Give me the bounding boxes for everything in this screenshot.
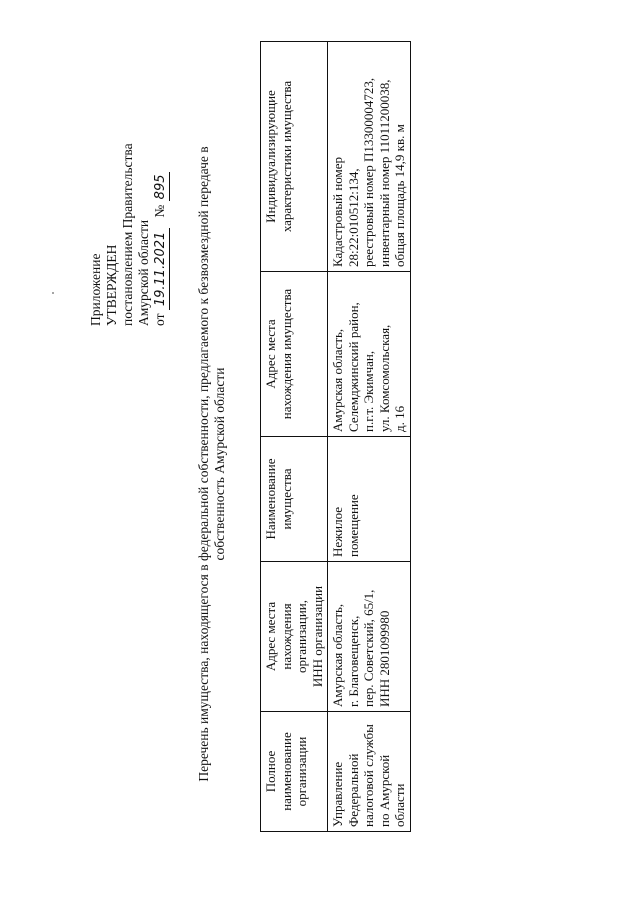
header-text: нахождения — [278, 603, 294, 670]
header-text: ИНН организации — [309, 585, 325, 688]
approval-line-3: постановлением Правительства — [120, 143, 135, 326]
header-text: организации, — [294, 599, 309, 674]
cell-text: Управление — [330, 761, 345, 827]
header-org-address — [261, 562, 328, 712]
property-table — [260, 41, 411, 832]
property-table-wrapper — [260, 41, 411, 832]
cell-text: реестровый номер П13300004723, — [361, 77, 376, 267]
cell-org-address — [328, 562, 411, 712]
cell-text: г. Благовещенск, — [345, 615, 361, 707]
table-header-row — [261, 42, 328, 832]
cell-org-name — [328, 712, 411, 832]
header-property-name — [261, 437, 328, 562]
cell-text: Амурская область, — [330, 603, 345, 707]
cell-text: 28:22:010512:134, — [345, 168, 361, 267]
date-prefix: от — [152, 313, 167, 326]
handwritten-number: 895 — [153, 174, 168, 200]
header-text: Полное — [263, 750, 278, 793]
header-text: имущества — [278, 468, 294, 530]
cell-text: Амурская область, — [330, 328, 345, 432]
header-org-name — [261, 712, 328, 832]
cell-text: д. 16 — [392, 405, 407, 432]
cell-text: инвентарный номер 11011200038, — [376, 79, 392, 267]
document-title — [196, 64, 228, 864]
cell-text: области — [392, 783, 407, 827]
header-text: характеристики имущества — [278, 80, 294, 233]
cell-text: пер. Советский, 65/1, — [361, 589, 376, 707]
title-line-1: Перечень имущества, находящегося в федеральной собственности, предлагаемого к безвозмездной передаче в — [196, 146, 211, 782]
cell-text: налоговой службы — [361, 724, 376, 827]
cell-text: Кадастровый номер — [330, 156, 345, 267]
cell-text: Нежилое — [330, 506, 345, 557]
cell-text: ИНН 2801099980 — [376, 610, 392, 707]
cell-property-address — [328, 272, 411, 437]
header-property-characteristics — [261, 42, 328, 272]
header-text: Наименование — [263, 458, 278, 540]
header-text: Адрес места — [263, 601, 278, 672]
cell-text: Федеральной — [345, 753, 361, 827]
header-text: Адрес места — [263, 319, 278, 389]
header-text: нахождения имущества — [278, 288, 294, 420]
approval-line-4: Амурской области — [136, 219, 151, 326]
approval-date-line — [152, 143, 170, 326]
cell-text: ул. Комсомольская, — [376, 324, 392, 432]
number-prefix: № — [152, 204, 167, 218]
approval-stamp — [88, 143, 170, 326]
approval-line-1: Приложение — [88, 253, 103, 326]
cell-text: общая площадь 14,9 кв. м — [392, 124, 407, 267]
table-row — [328, 42, 411, 832]
cell-text: помещение — [345, 494, 361, 557]
header-text: наименование — [278, 732, 294, 811]
cell-property-characteristics — [328, 42, 411, 272]
cell-text: Селемджинский район, — [345, 302, 361, 432]
header-text: Индивидуализирующие — [263, 90, 278, 223]
header-property-address — [261, 272, 328, 437]
approval-line-2: УТВЕРЖДЕН — [104, 244, 119, 326]
header-text: организации — [294, 736, 309, 807]
cell-text: п.г.т. Экимчан, — [361, 350, 376, 432]
cell-property-name — [328, 437, 411, 562]
cell-text: по Амурской — [376, 754, 392, 827]
handwritten-date: 19.11.2021 — [153, 228, 170, 310]
title-line-2: собственность Амурской области — [212, 367, 227, 561]
scan-speck — [52, 292, 54, 294]
